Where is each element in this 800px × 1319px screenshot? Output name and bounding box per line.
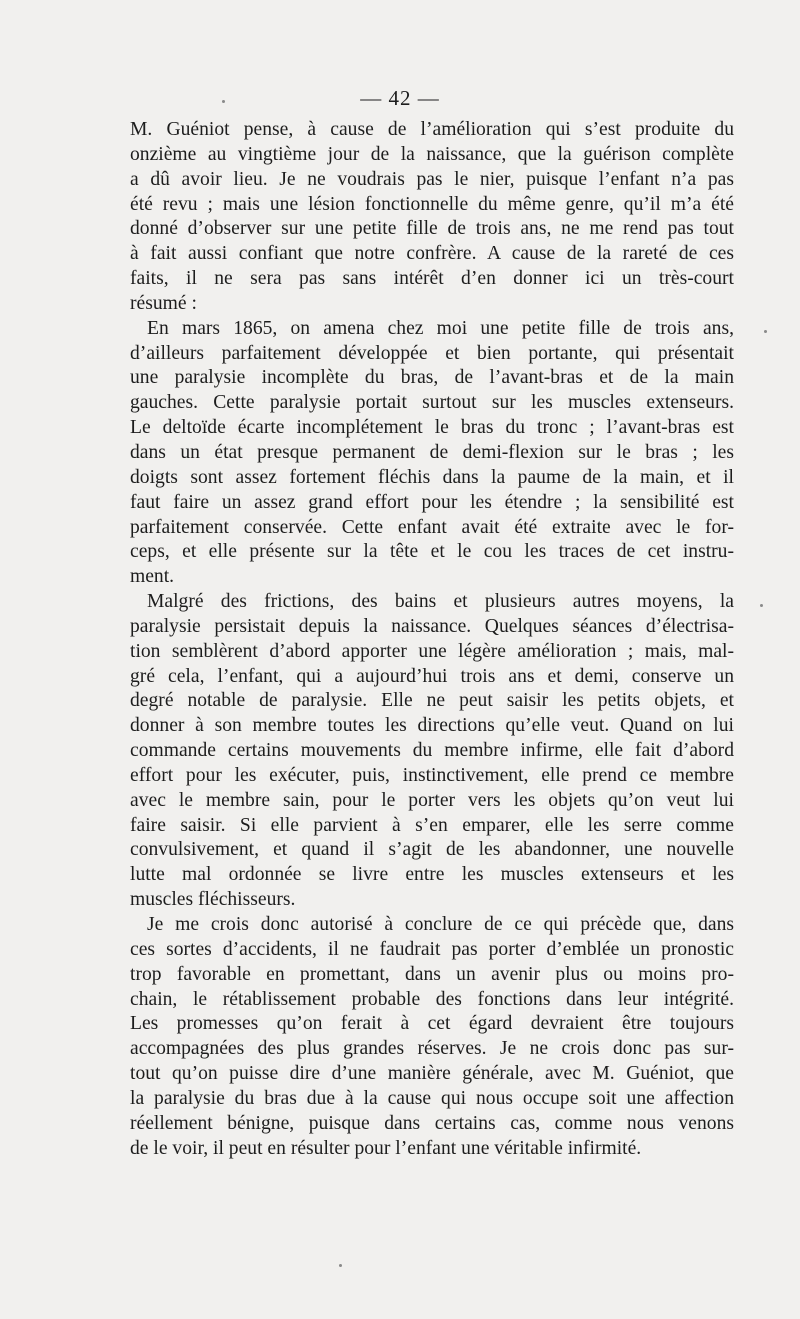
text-line: doigts sont assez fortement fléchis dans la paume de la main, et il xyxy=(130,466,734,488)
text-line: avec le membre sain, pour le porter vers les objets qu’on veut lui xyxy=(130,789,734,811)
text-line: trop favorable en promettant, dans un avenir plus ou moins pro- xyxy=(130,963,734,985)
paper-speck xyxy=(764,330,767,333)
text-line: d’ailleurs parfaitement développée et bien portante, qui présentait xyxy=(130,342,734,364)
text-line: gauches. Cette paralysie portait surtout sur les muscles extenseurs. xyxy=(130,392,734,414)
text-line: a dû avoir lieu. Je ne voudrais pas le nier, puisque l’enfant n’a pas xyxy=(130,168,734,190)
body-text xyxy=(130,118,734,1161)
text-line: lutte mal ordonnée se livre entre les muscles extenseurs et les xyxy=(130,864,734,886)
text-line: Les promesses qu’on ferait à cet égard devraient être toujours xyxy=(130,1013,734,1035)
text-line: degré notable de paralysie. Elle ne peut saisir les petits objets, et xyxy=(130,690,734,712)
text-line: Le deltoïde écarte incomplétement le bras du tronc ; l’avant-bras est xyxy=(130,417,734,439)
text-line: résumé : xyxy=(130,292,197,314)
text-line: M. Guéniot pense, à cause de l’amélioration qui s’est produite du xyxy=(130,119,734,140)
text-line: Malgré des frictions, des bains et plusieurs autres moyens, la xyxy=(147,591,734,613)
paper-speck xyxy=(222,100,225,103)
text-line: Je me crois donc autorisé à conclure de ce qui précède que, dans xyxy=(147,914,734,935)
text-line: faits, il ne sera pas sans intérêt d’en donner ici un très-court xyxy=(130,268,734,290)
text-line: gré cela, l’enfant, qui a aujourd’hui trois ans et demi, conserve un xyxy=(130,665,734,687)
text-line: été revu ; mais une lésion fonctionnelle du même genre, qu’il m’a été xyxy=(130,193,734,215)
text-line: à fait aussi confiant que notre confrère. A cause de la rareté de ces xyxy=(130,243,734,265)
page-number: — 42 — xyxy=(360,86,440,110)
text-line: tion semblèrent d’abord apporter une légère amélioration ; mais, mal- xyxy=(130,640,734,662)
text-line: muscles fléchisseurs. xyxy=(130,889,296,911)
text-line: donner à son membre toutes les directions qu’elle veut. Quand on lui xyxy=(130,715,734,737)
text-line: dans un état presque permanent de demi-flexion sur le bras ; les xyxy=(130,441,734,463)
text-line: de le voir, il peut en résulter pour l’enfant une véritable infirmité. xyxy=(130,1137,642,1159)
text-line: une paralysie incomplète du bras, de l’avant-bras et de la main xyxy=(130,367,734,389)
text-line: faut faire un assez grand effort pour les étendre ; la sensibilité est xyxy=(130,491,734,513)
text-line: donné d’observer sur une petite fille de trois ans, ne me rend pas tout xyxy=(130,218,734,240)
text-line: parfaitement conservée. Cette enfant avait été extraite avec le for- xyxy=(130,516,734,538)
text-line: effort pour les exécuter, puis, instinctivement, elle prend ce membre xyxy=(130,764,734,786)
text-line: réellement bénigne, puisque dans certains cas, comme nous venons xyxy=(130,1112,734,1134)
text-line: ment. xyxy=(130,566,175,588)
text-line: ceps, et elle présente sur la tête et le cou les traces de cet instru- xyxy=(130,541,734,563)
paragraph xyxy=(130,118,734,317)
text-line: la paralysie du bras due à la cause qui nous occupe soit une affection xyxy=(130,1087,734,1109)
text-line: accompagnées des plus grandes réserves. Je ne crois donc pas sur- xyxy=(130,1038,734,1060)
text-line: paralysie persistait depuis la naissance. Quelques séances d’électrisa- xyxy=(130,615,734,637)
text-line: En mars 1865, on amena chez moi une petite fille de trois ans, xyxy=(147,317,734,339)
text-line: convulsivement, et quand il s’agit de les abandonner, une nouvelle xyxy=(130,839,734,861)
text-line: chain, le rétablissement probable des fonctions dans leur intégrité. xyxy=(130,988,734,1010)
paper-speck xyxy=(760,604,763,607)
paragraph xyxy=(130,590,734,913)
paper-speck xyxy=(339,1264,342,1267)
text-line: tout qu’on puisse dire d’une manière générale, avec M. Guéniot, que xyxy=(130,1063,734,1085)
text-line: ces sortes d’accidents, il ne faudrait pas porter d’emblée un pronostic xyxy=(130,938,734,960)
text-line: onzième au vingtième jour de la naissance, que la guérison complète xyxy=(130,143,734,165)
text-line: faire saisir. Si elle parvient à s’en emparer, elle les serre comme xyxy=(130,814,734,836)
paragraph xyxy=(130,317,734,590)
paragraph xyxy=(130,913,734,1161)
text-line: commande certains mouvements du membre infirme, elle fait d’abord xyxy=(130,740,734,762)
